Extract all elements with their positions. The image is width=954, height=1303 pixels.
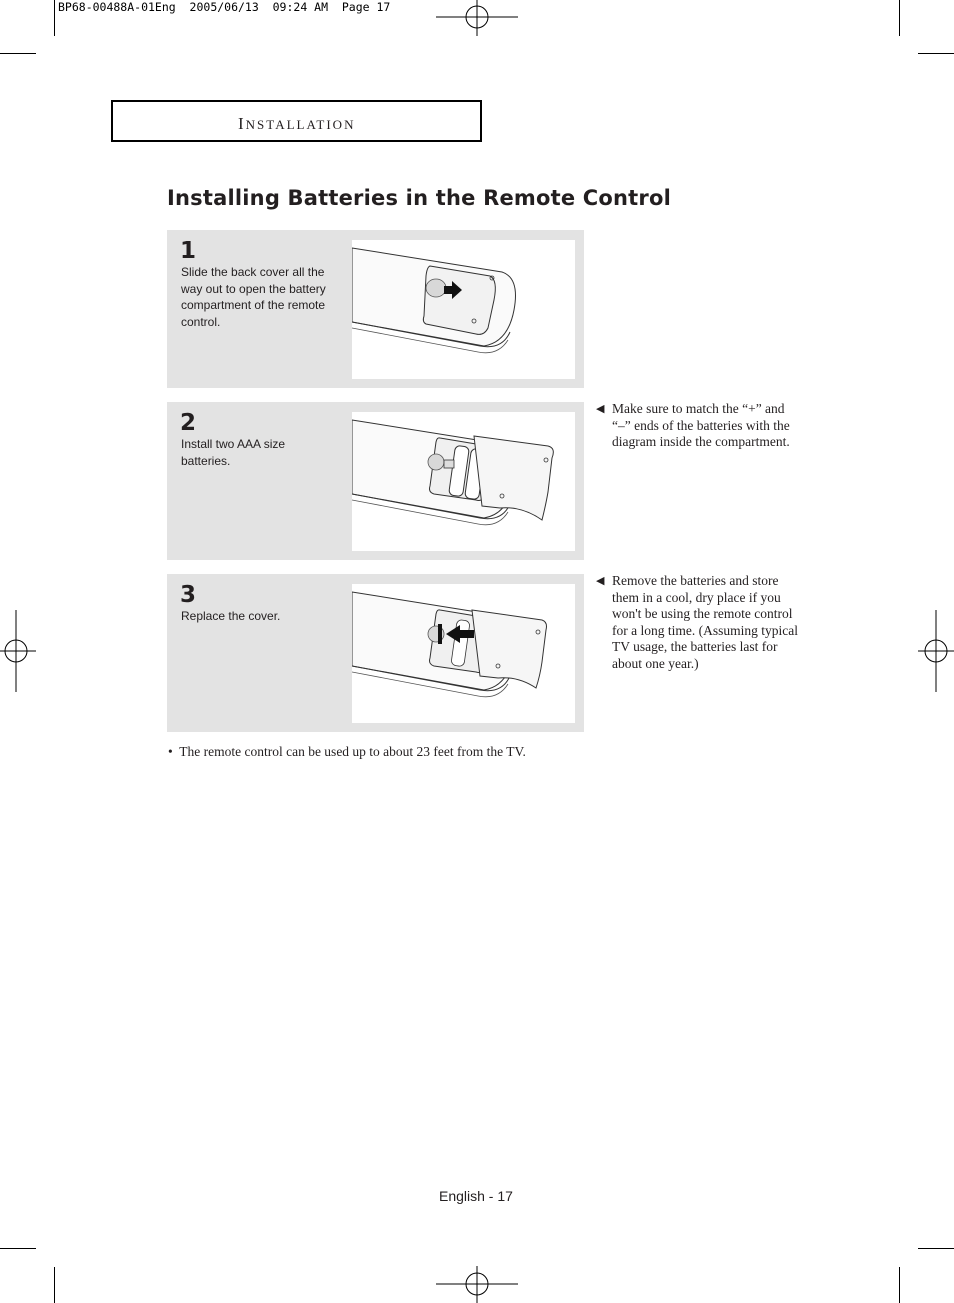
crop-mark xyxy=(918,1248,954,1249)
page-number: English - 17 xyxy=(439,1188,513,1204)
install-batteries-illustration xyxy=(352,412,575,551)
crop-mark xyxy=(0,53,36,54)
note-storage xyxy=(596,573,806,672)
registration-mark-left xyxy=(0,610,36,692)
step-panel-2 xyxy=(167,402,584,560)
step-number: 1 xyxy=(180,238,197,264)
section-header-box xyxy=(111,100,482,142)
crop-mark xyxy=(899,1267,900,1303)
print-header: BP68-00488A-01Eng 2005/06/13 09:24 AM Page 17 xyxy=(58,0,391,14)
crop-mark xyxy=(54,0,55,36)
note-arrow-icon: ◀ xyxy=(596,575,605,587)
range-note-text: The remote control can be used up to about 23 feet from the TV. xyxy=(179,744,526,759)
note-polarity xyxy=(596,401,806,451)
note-text: Remove the batteries and store them in a cool, dry place if you won't be using the remote control for a long time. (Assuming typical TV usage, the batteries last for about one year.) xyxy=(612,573,798,671)
range-note xyxy=(168,744,526,760)
step-number: 3 xyxy=(180,582,197,608)
section-label xyxy=(238,114,355,134)
step-text: Install two AAA size batteries. xyxy=(181,437,286,468)
section-label-rest: NSTALLATION xyxy=(245,117,356,132)
registration-mark-top xyxy=(436,0,518,36)
step-panel-1 xyxy=(167,230,584,388)
page-title: Installing Batteries in the Remote Control xyxy=(167,186,671,210)
step-text: Slide the back cover all the way out to open the battery compartment of the remote control. xyxy=(181,265,326,329)
replace-cover-illustration xyxy=(352,584,575,723)
note-arrow-icon: ◀ xyxy=(596,403,605,415)
section-label-initial: I xyxy=(238,114,246,133)
crop-mark xyxy=(899,0,900,36)
step-number: 2 xyxy=(180,410,197,436)
note-text: Make sure to match the “+” and “–” ends of the batteries with the diagram inside the compartment. xyxy=(612,401,790,449)
registration-mark-right xyxy=(918,610,954,692)
crop-mark xyxy=(918,53,954,54)
step-panel-3 xyxy=(167,574,584,732)
step-text: Replace the cover. xyxy=(181,609,281,623)
remote-back-cover-illustration xyxy=(352,240,575,379)
bullet-mark: • xyxy=(168,744,173,759)
crop-mark xyxy=(0,1248,36,1249)
registration-mark-bottom xyxy=(436,1266,518,1303)
crop-mark xyxy=(54,1267,55,1303)
